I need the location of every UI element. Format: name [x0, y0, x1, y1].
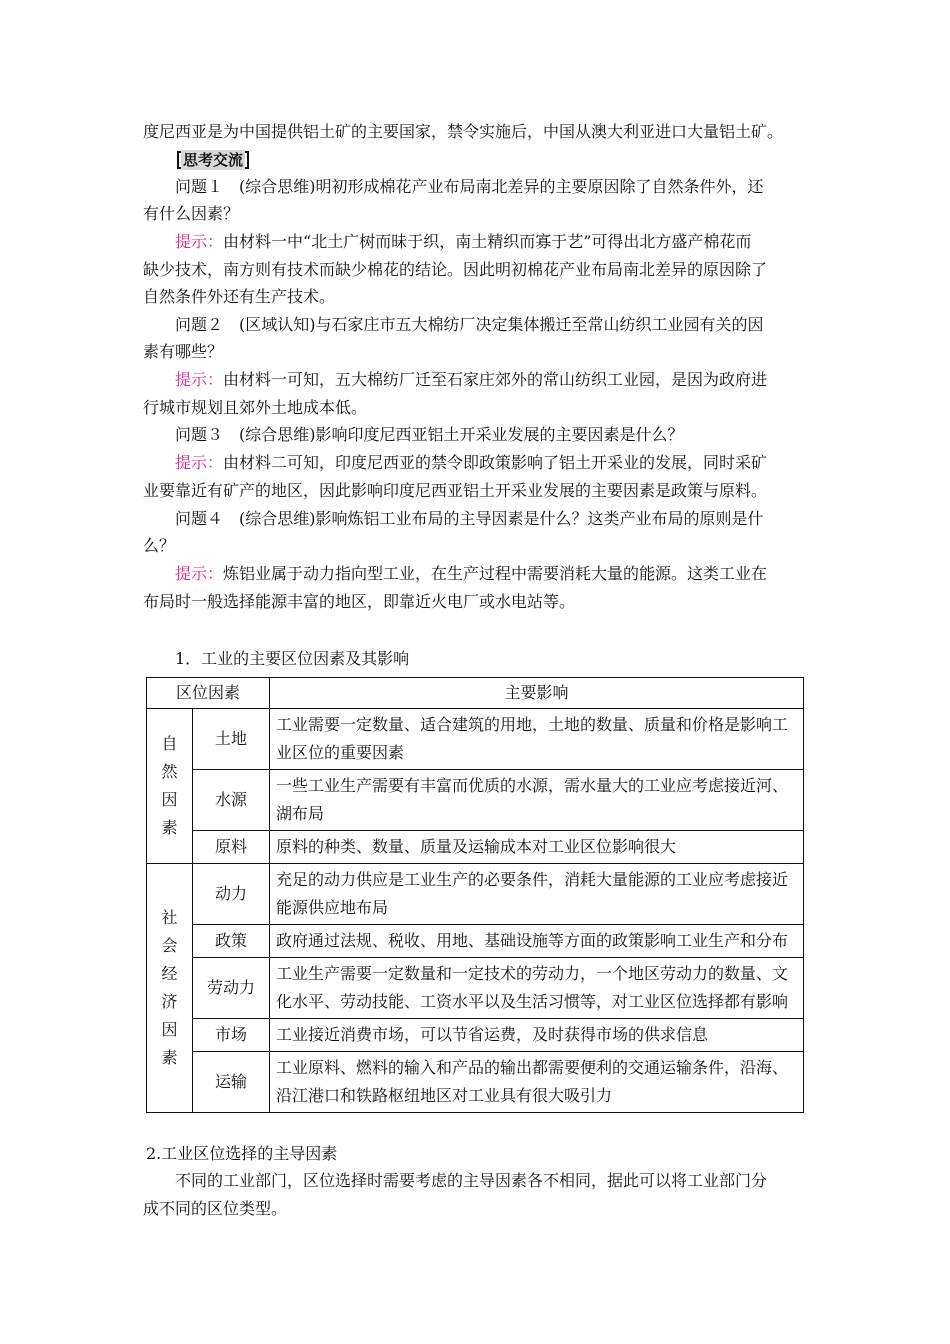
effect-cell: 工业接近消费市场，可以节省运费，及时获得市场的供求信息 — [270, 1019, 804, 1052]
effect-cell: 充足的动力供应是工业生产的必要条件，消耗大量能源的工业应考虑接近能源供应地布局 — [270, 864, 804, 925]
effect-cell: 工业生产需要一定数量和一定技术的劳动力，一个地区劳动力的数量、文化水平、劳动技能、工资水平以及生活习惯等，对工业区位选择都有影响 — [270, 958, 804, 1019]
factor-cell: 原料 — [193, 831, 270, 864]
section-tag: 思考交流 — [175, 149, 251, 170]
question-1-line-2: 有什么因素？ — [143, 204, 240, 223]
hint-4-line-1: 提示：炼铝业属于动力指向型工业，在生产过程中需要消耗大量的能源。这类工业在 — [175, 564, 768, 583]
factor-cell: 运输 — [193, 1052, 270, 1113]
table-row — [147, 709, 804, 770]
category-social-economic: 社 会 经 济 因 素 — [147, 864, 193, 1113]
category-natural: 自 然 因 素 — [147, 709, 193, 864]
factor-cell: 水源 — [193, 770, 270, 831]
heading-1: 1．工业的主要区位因素及其影响 — [175, 649, 410, 668]
hint-3-line-1: 提示：由材料二可知，印度尼西亚的禁令即政策影响了铝土开采业的发展，同时采矿 — [175, 453, 768, 472]
hint-1-line-2: 缺少技术，南方则有技术而缺少棉花的结论。因此明初棉花产业布局南北差异的原因除了 — [143, 260, 768, 279]
closing-paragraph-line-1: 不同的工业部门，区位选择时需要考虑的主导因素各不相同，据此可以将工业部门分 — [175, 1171, 768, 1190]
question-3-line-1: 问题３ (综合思维)影响印度尼西亚铝土开采业发展的主要因素是什么？ — [175, 425, 684, 444]
effect-cell: 工业需要一定数量、适合建筑的用地，土地的数量、质量和价格是影响工业区位的重要因素 — [270, 709, 804, 770]
table-row — [147, 1019, 804, 1052]
table-row — [147, 770, 804, 831]
question-1-line-1: 问题１ (综合思维)明初形成棉花产业布局南北差异的主要原因除了自然条件外，还 — [175, 177, 764, 196]
table-header-row — [147, 678, 804, 709]
table-row — [147, 864, 804, 925]
intro-tail: 度尼西亚是为中国提供铝土矿的主要国家，禁令实施后，中国从澳大利亚进口大量铝土矿。 — [143, 122, 784, 141]
heading-2: 2.工业区位选择的主导因素 — [146, 1144, 338, 1163]
factor-cell: 土地 — [193, 709, 270, 770]
location-factors-table — [146, 677, 804, 1113]
factor-cell: 政策 — [193, 925, 270, 958]
hint-label: 提示： — [175, 232, 224, 251]
factor-cell: 市场 — [193, 1019, 270, 1052]
effect-cell: 政府通过法规、税收、用地、基础设施等方面的政策影响工业生产和分布 — [270, 925, 804, 958]
hint-2-line-2: 行城市规划且郊外土地成本低。 — [143, 398, 368, 417]
effect-cell: 一些工业生产需要有丰富而优质的水源，需水量大的工业应考虑接近河、湖布局 — [270, 770, 804, 831]
hint-label: 提示： — [175, 370, 224, 389]
table-row — [147, 1052, 804, 1113]
hint-1-line-1: 提示：由材料一中“北土广树而昧于织，南土精织而寡于艺”可得出北方盛产棉花而 — [175, 232, 752, 251]
hint-1-line-3: 自然条件外还有生产技术。 — [143, 287, 336, 306]
closing-paragraph-line-2: 成不同的区位类型。 — [143, 1199, 288, 1218]
question-2-line-1: 问题２ (区域认知)与石家庄市五大棉纺厂决定集体搬迁至常山纺织工业园有关的因 — [175, 315, 764, 334]
factor-cell: 劳动力 — [193, 958, 270, 1019]
hint-label: 提示： — [175, 564, 224, 583]
hint-label: 提示： — [175, 453, 224, 472]
column-header-effect: 主要影响 — [270, 678, 804, 709]
hint-3-line-2: 业要靠近有矿产的地区，因此影响印度尼西亚铝土开采业发展的主要因素是政策与原料。 — [143, 481, 768, 500]
factor-cell: 动力 — [193, 864, 270, 925]
effect-cell: 原料的种类、数量、质量及运输成本对工业区位影响很大 — [270, 831, 804, 864]
question-4-line-2: 么？ — [143, 536, 176, 555]
effect-cell: 工业原料、燃料的输入和产品的输出都需要便利的交通运输条件，沿海、沿江港口和铁路枢纽地区对工业具有很大吸引力 — [270, 1052, 804, 1113]
question-2-line-2: 素有哪些？ — [143, 342, 224, 361]
question-4-line-1: 问题４ (综合思维)影响炼铝工业布局的主导因素是什么？这类产业布局的原则是什 — [175, 509, 764, 528]
hint-2-line-1: 提示：由材料一可知，五大棉纺厂迁至石家庄郊外的常山纺织工业园，是因为政府进 — [175, 370, 768, 389]
table-row — [147, 958, 804, 1019]
table-row — [147, 925, 804, 958]
hint-4-line-2: 布局时一般选择能源丰富的地区，即靠近火电厂或水电站等。 — [143, 592, 576, 611]
table-row — [147, 831, 804, 864]
column-header-factor: 区位因素 — [147, 678, 270, 709]
